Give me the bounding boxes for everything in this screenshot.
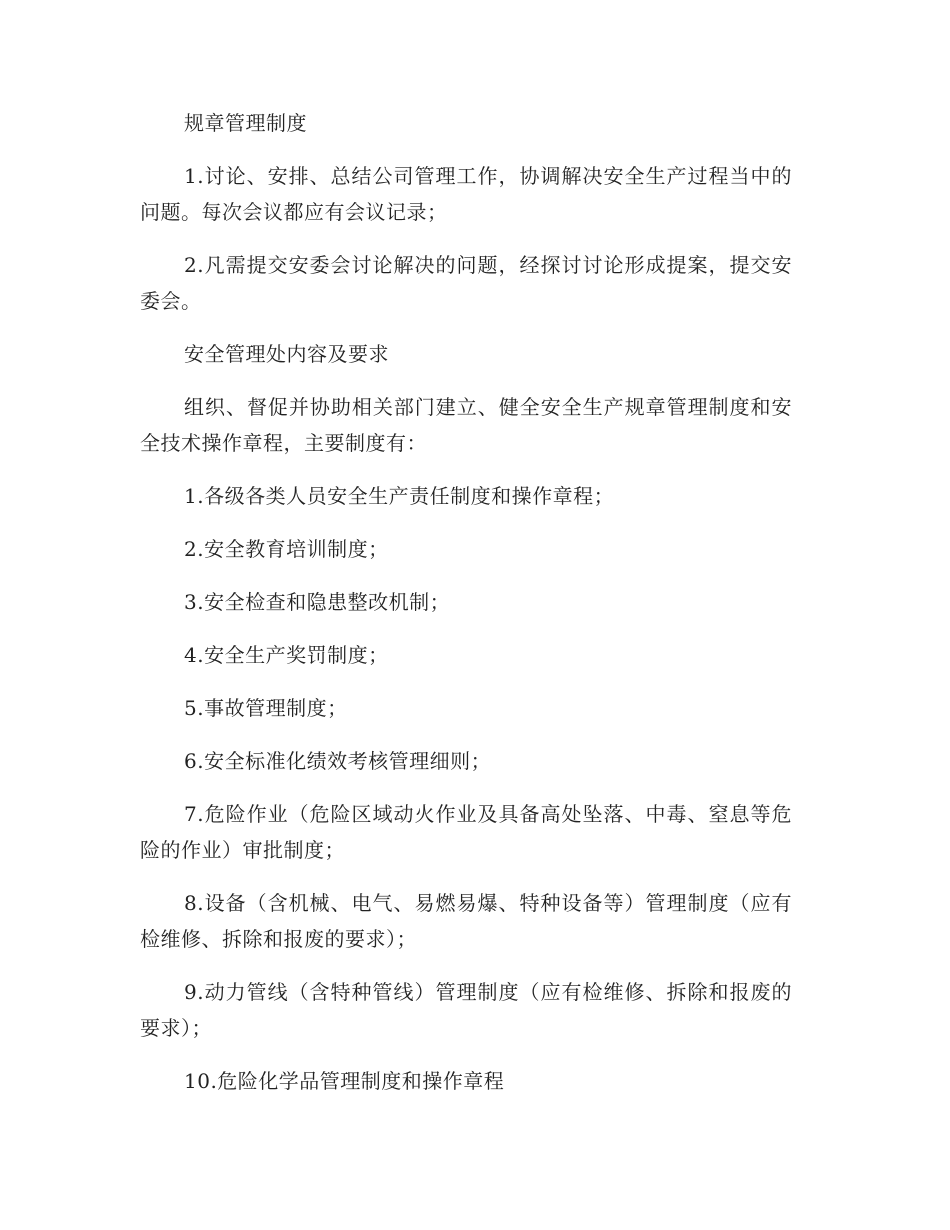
document-page [140, 105, 792, 1116]
list-item: 3.安全检查和隐患整改机制； [184, 590, 451, 614]
paragraph: 组织、督促并协助相关部门建立、健全安全生产规章管理制度和安全技术操作章程，主要制度有： [140, 395, 792, 455]
list-item: 1.各级各类人员安全生产责任制度和操作章程； [184, 484, 615, 508]
section-heading: 安全管理处内容及要求 [184, 342, 389, 366]
list-item: 10.危险化学品管理制度和操作章程 [184, 1069, 505, 1093]
list-item: 9.动力管线（含特种管线）管理制度（应有检维修、拆除和报废的要求）； [140, 980, 792, 1040]
list-item: 6.安全标准化绩效考核管理细则； [184, 749, 492, 773]
list-item: 8.设备（含机械、电气、易燃易爆、特种设备等）管理制度（应有检维修、拆除和报废的要求）； [140, 891, 792, 951]
section-heading: 规章管理制度 [184, 111, 307, 135]
paragraph: 2.凡需提交安委会讨论解决的问题，经探讨讨论形成提案，提交安委会。 [140, 253, 792, 313]
paragraph: 1.讨论、安排、总结公司管理工作，协调解决安全生产过程当中的问题。每次会议都应有会议记录； [140, 164, 792, 224]
list-item: 7.危险作业（危险区域动火作业及具备高处坠落、中毒、窒息等危险的作业）审批制度； [140, 802, 792, 862]
list-item: 5.事故管理制度； [184, 696, 348, 720]
list-item: 2.安全教育培训制度； [184, 537, 389, 561]
list-item: 4.安全生产奖罚制度； [184, 643, 389, 667]
